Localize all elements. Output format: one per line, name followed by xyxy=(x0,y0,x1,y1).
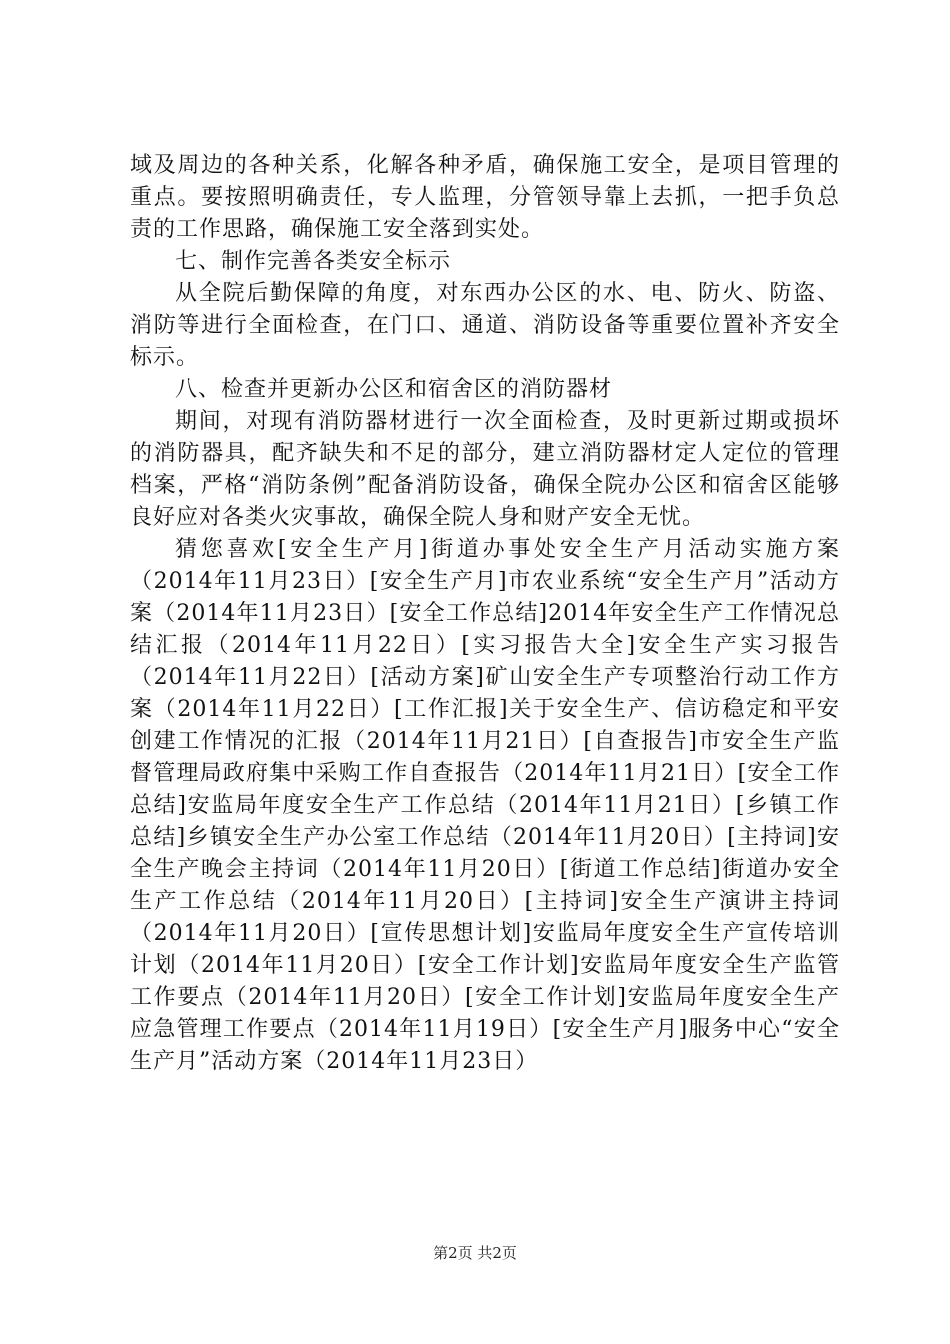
heading-fire-equipment: 八、检查并更新办公区和宿舍区的消防器材 xyxy=(175,377,613,402)
paragraph-site-safety: 域及周边的各种关系，化解各种矛盾，确保施工安全，是项目管理的重点。要按照明确责任，专人监理，分管领导靠上去抓，一把手负总责的工作思路，确保施工安全落到实处。 xyxy=(130,153,840,242)
related-articles-list: 猜您喜欢[安全生产月]街道办事处安全生产月活动实施方案（2014年11月23日）[安全生产月]市农业系统“安全生产月”活动方案（2014年11月23日）[安全工作总结]2014年安全生产工作情况总结汇报（2014年11月22日）[实习报告大全]安全生产实习报告（2014年11月22日）[活动方案]矿山安全生产专项整治行动工作方案（2014年11月22日）[工作汇报]关于安全生产、信访稳定和平安创建工作情况的汇报（2014年11月21日）[自查报告]市安全生产监督管理局政府集中采购工作自查报告（2014年11月21日）[安全工作总结]安监局年度安全生产工作总结（2014年11月21日）[乡镇工作总结]乡镇安全生产办公室工作总结（2014年11月20日）[主持词]安全生产晚会主持词（2014年11月20日）[街道工作总结]街道办安全生产工作总结（2014年11月20日）[主持词]安全生产演讲主持词（2014年11月20日）[宣传思想计划]安监局年度安全生产宣传培训计划（2014年11月20日）[安全工作计划]安监局年度安全生产监管工作要点（2014年11月20日）[安全工作计划]安监局年度安全生产应急管理工作要点（2014年11月19日）[安全生产月]服务中心“安全生产月”活动方案（2014年11月23日） xyxy=(130,537,840,1074)
document-body xyxy=(130,150,840,1078)
heading-safety-signs: 七、制作完善各类安全标示 xyxy=(175,249,452,274)
paragraph-safety-signs: 从全院后勤保障的角度，对东西办公区的水、电、防火、防盗、消防等进行全面检查，在门口、通道、消防设备等重要位置补齐安全标示。 xyxy=(130,281,840,370)
page-number-footer: 第2页 共2页 xyxy=(433,1244,517,1262)
paragraph-fire-equipment: 期间，对现有消防器材进行一次全面检查，及时更新过期或损坏的消防器具，配齐缺失和不足的部分，建立消防器材定人定位的管理档案，严格“消防条例”配备消防设备，确保全院办公区和宿舍区能够良好应对各类火灾事故，确保全院人身和财产安全无忧。 xyxy=(130,409,840,530)
